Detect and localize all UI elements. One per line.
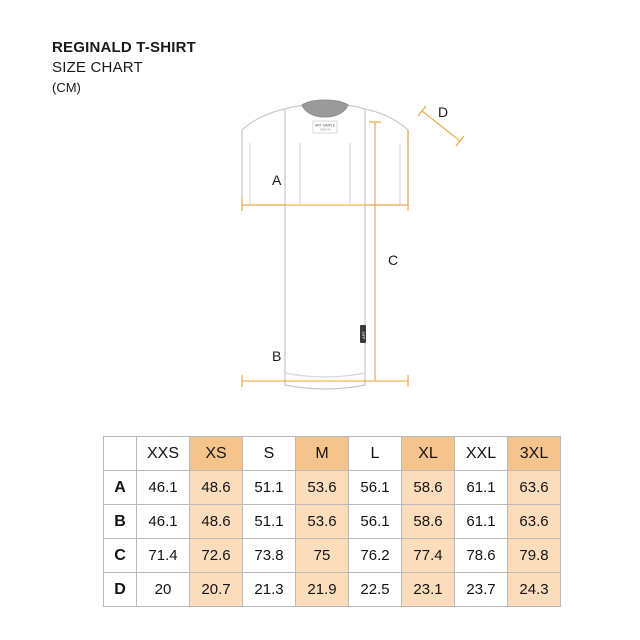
cell-a-m: 53.6	[296, 471, 349, 505]
svg-text:ART SIMPLE: ART SIMPLE	[314, 123, 336, 128]
cell-c-s: 73.8	[243, 539, 296, 573]
column-header-xl: XL	[402, 437, 455, 471]
cell-d-xl: 23.1	[402, 573, 455, 607]
column-header-s: S	[243, 437, 296, 471]
cell-d-xs: 20.7	[190, 573, 243, 607]
chart-subtitle: SIZE CHART	[52, 59, 143, 76]
table-corner-cell	[104, 437, 137, 471]
cell-a-xs: 48.6	[190, 471, 243, 505]
cell-b-xs: 48.6	[190, 505, 243, 539]
cell-b-l: 56.1	[349, 505, 402, 539]
row-label-c: C	[104, 539, 137, 573]
size-chart-table	[103, 436, 561, 607]
page-title	[52, 38, 196, 98]
cell-a-xxl: 61.1	[455, 471, 508, 505]
cell-a-xxs: 46.1	[137, 471, 190, 505]
product-title: REGINALD T-SHIRT	[52, 39, 197, 56]
cell-a-l: 56.1	[349, 471, 402, 505]
measure-label-b: B	[272, 348, 282, 364]
cell-d-xxs: 20	[137, 573, 190, 607]
cell-b-xxs: 46.1	[137, 505, 190, 539]
column-header-l: L	[349, 437, 402, 471]
row-label-b: B	[104, 505, 137, 539]
unit-label: (CM)	[52, 80, 81, 95]
table-row	[104, 539, 561, 573]
cell-d-l: 22.5	[349, 573, 402, 607]
cell-d-xxl: 23.7	[455, 573, 508, 607]
cell-b-3xl: 63.6	[508, 505, 561, 539]
table-row	[104, 471, 561, 505]
tshirt-illustration	[150, 95, 500, 405]
side-label-tag	[360, 325, 366, 343]
column-header-xs: XS	[190, 437, 243, 471]
cell-b-m: 53.6	[296, 505, 349, 539]
cell-a-xl: 58.6	[402, 471, 455, 505]
cell-c-xs: 72.6	[190, 539, 243, 573]
cell-d-m: 21.9	[296, 573, 349, 607]
cell-c-xl: 77.4	[402, 539, 455, 573]
table-row	[104, 505, 561, 539]
column-header-m: M	[296, 437, 349, 471]
table-row	[104, 573, 561, 607]
column-header-xxs: XXS	[137, 437, 190, 471]
cell-c-3xl: 79.8	[508, 539, 561, 573]
cell-b-xl: 58.6	[402, 505, 455, 539]
table-header-row	[104, 437, 561, 471]
column-header-xxl: XXL	[455, 437, 508, 471]
cell-c-l: 76.2	[349, 539, 402, 573]
svg-text:ART: ART	[361, 331, 366, 339]
cell-b-xxl: 61.1	[455, 505, 508, 539]
svg-text:SIZE M: SIZE M	[319, 127, 331, 132]
cell-d-3xl: 24.3	[508, 573, 561, 607]
measure-label-a: A	[272, 172, 282, 188]
measure-label-c: C	[388, 252, 399, 268]
neck-tag	[313, 121, 337, 133]
cell-c-m: 75	[296, 539, 349, 573]
measure-label-d: D	[438, 104, 449, 120]
cell-a-s: 51.1	[243, 471, 296, 505]
column-header-3xl: 3XL	[508, 437, 561, 471]
cell-d-s: 21.3	[243, 573, 296, 607]
row-label-d: D	[104, 573, 137, 607]
cell-c-xxl: 78.6	[455, 539, 508, 573]
cell-a-3xl: 63.6	[508, 471, 561, 505]
row-label-a: A	[104, 471, 137, 505]
cell-b-s: 51.1	[243, 505, 296, 539]
cell-c-xxs: 71.4	[137, 539, 190, 573]
